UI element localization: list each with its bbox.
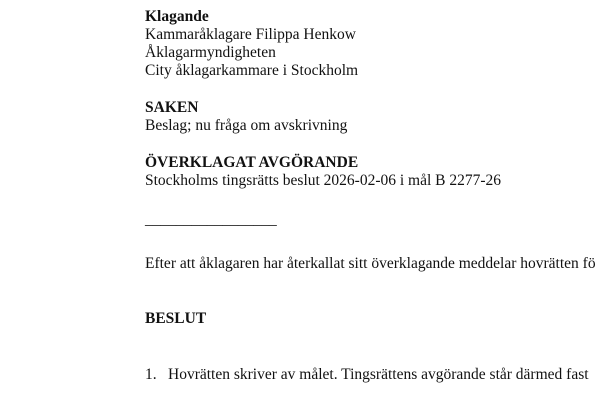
appealed-decision-text: Stockholms tingsrätts beslut 2026-02-06 i mål B 2277-26 <box>145 172 502 189</box>
party-heading: Klagande <box>145 8 209 25</box>
case-heading: SAKEN <box>145 99 199 116</box>
decision-heading: BESLUT <box>145 310 207 327</box>
case-text: Beslag; nu fråga om avskrivning <box>145 117 348 134</box>
party-line-authority: Åklagarmyndigheten <box>145 44 276 61</box>
separator-line: _________________ <box>145 211 277 228</box>
decision-item-number: 1. <box>145 366 157 383</box>
decision-item-text: Hovrätten skriver av målet. Tingsrättens avgörande står därmed fast <box>168 366 589 383</box>
appealed-decision-heading: ÖVERKLAGAT AVGÖRANDE <box>145 154 359 171</box>
body-text: Efter att åklagaren har återkallat sitt överklagande meddelar hovrätten fö <box>145 255 596 272</box>
decision-item <box>145 366 589 384</box>
party-line-office: City åklagarkammare i Stockholm <box>145 62 359 79</box>
party-line-prosecutor: Kammaråklagare Filippa Henkow <box>145 26 356 43</box>
